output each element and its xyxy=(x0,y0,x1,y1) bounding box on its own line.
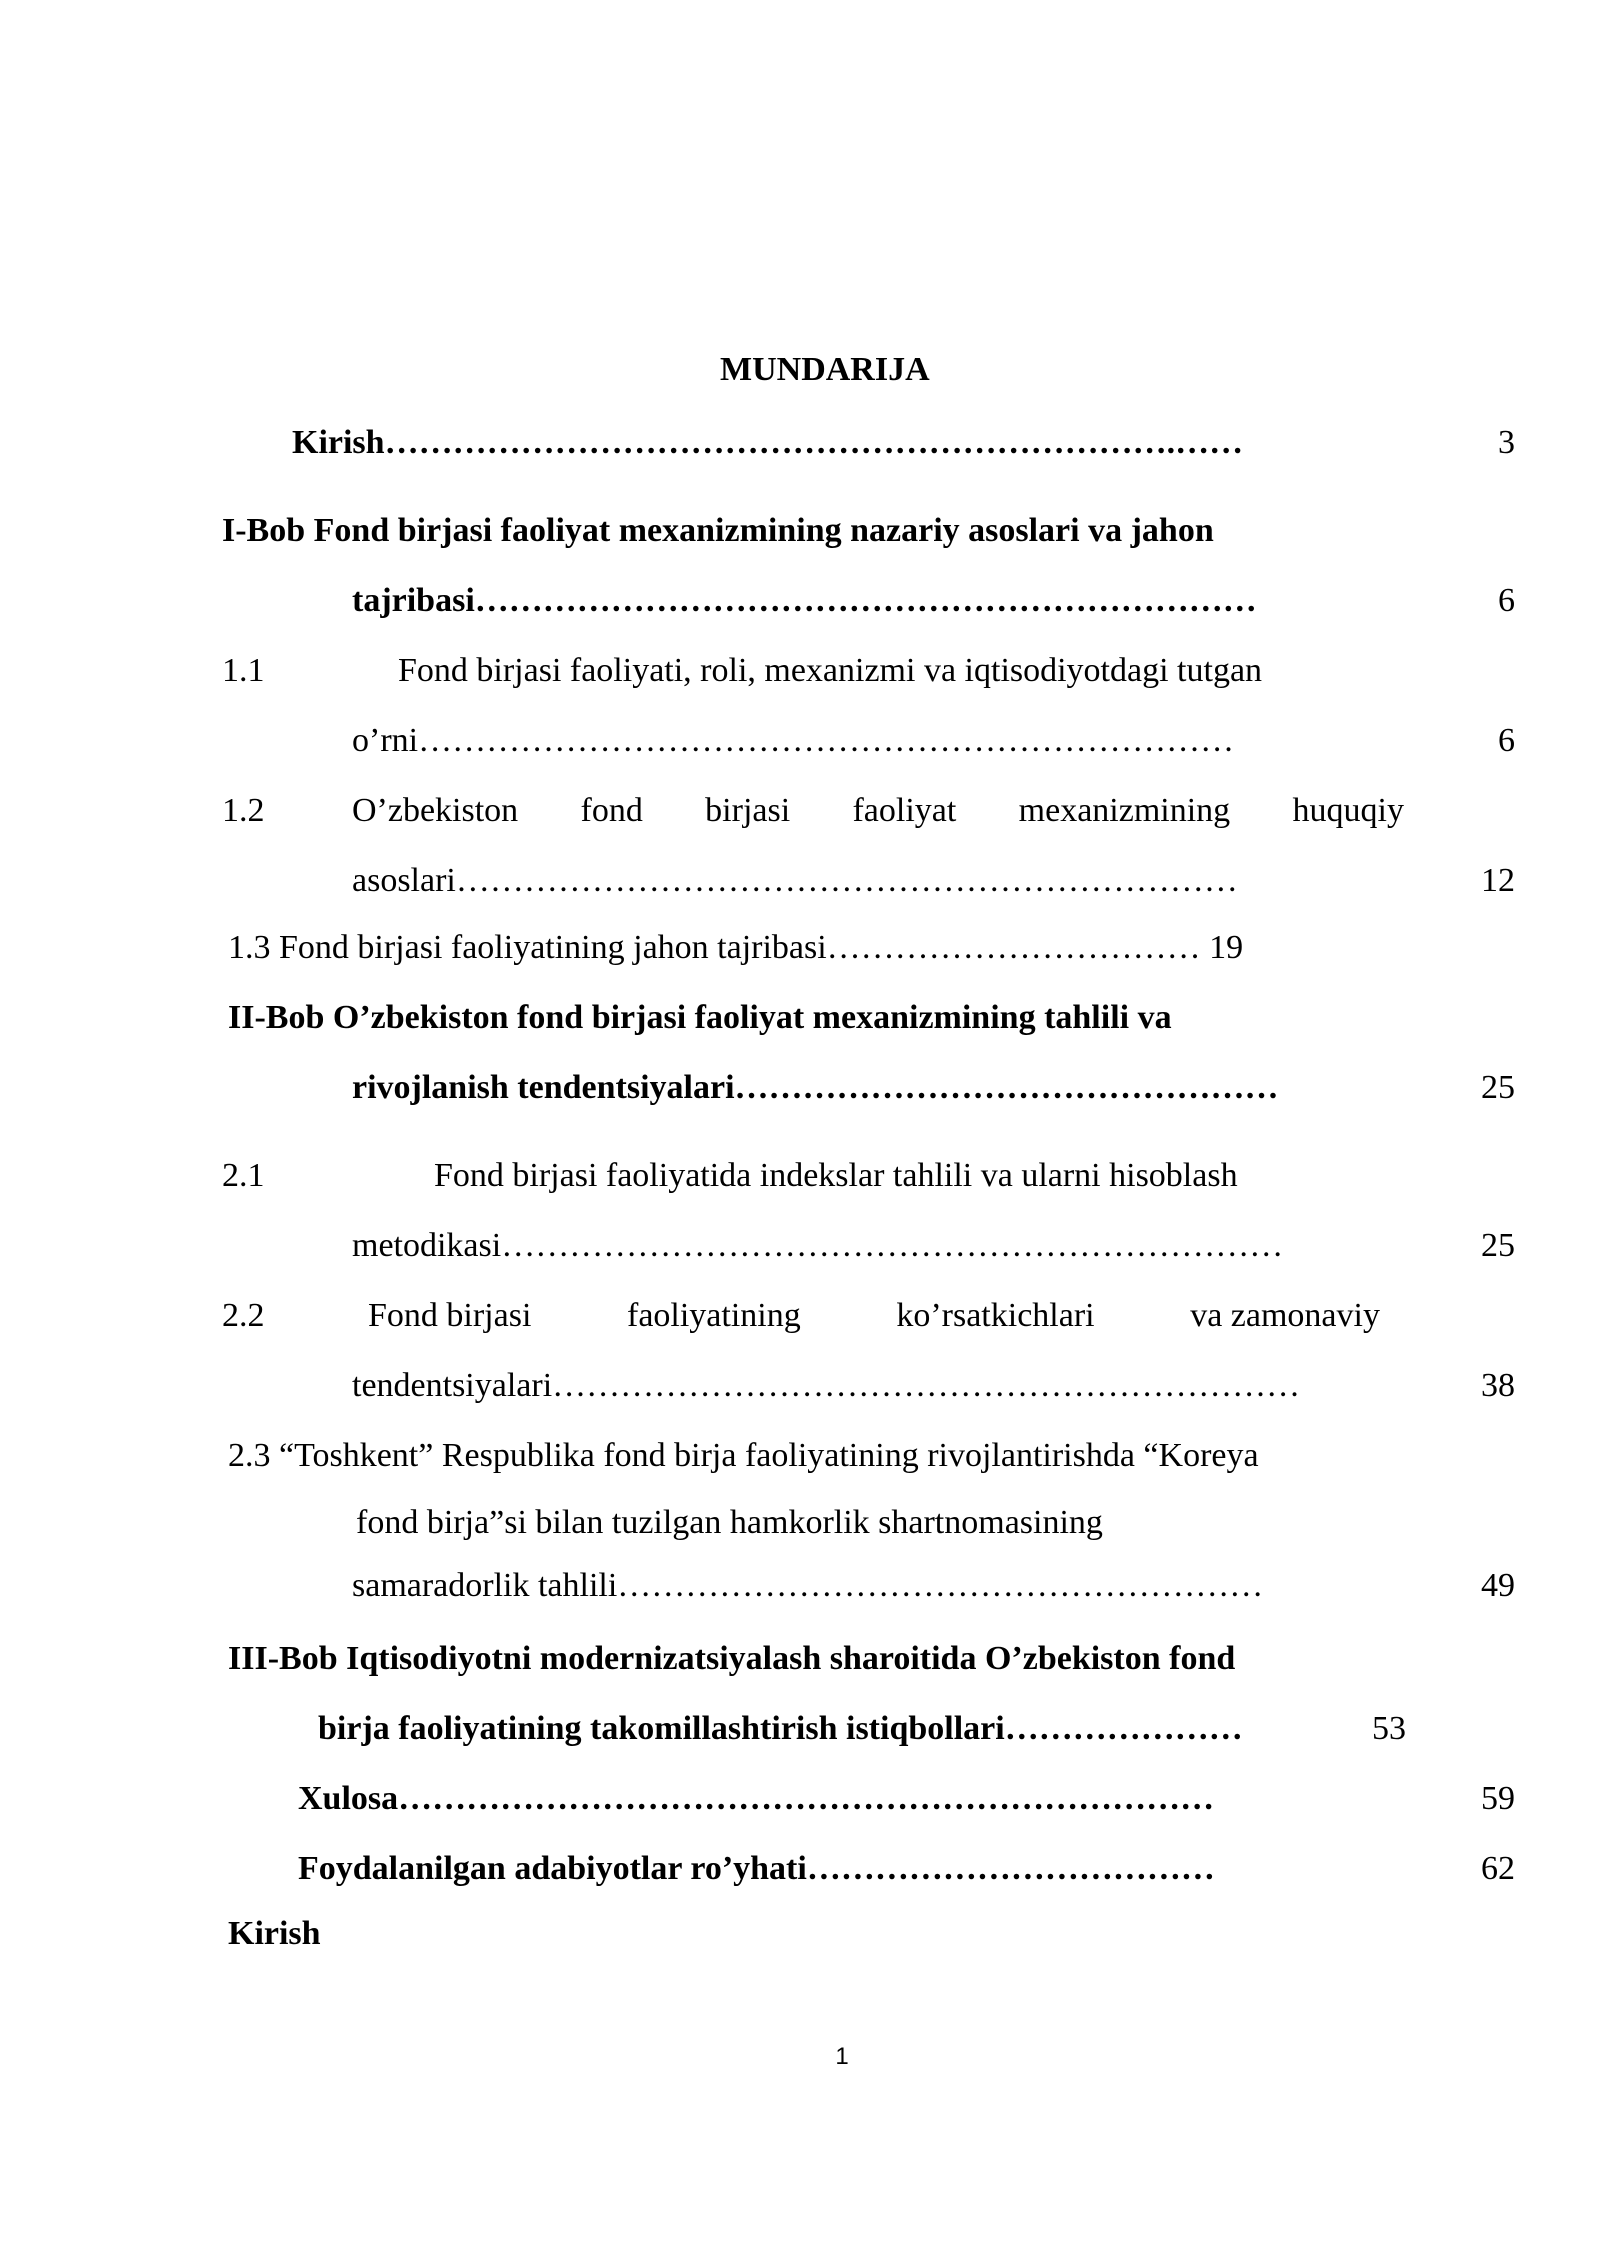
page-title: MUNDARIJA xyxy=(720,351,930,388)
toc-s23-line3: samaradorlik tahlili………………………………………………… xyxy=(352,1567,1264,1604)
toc-s22-word: faoliyatining xyxy=(627,1297,801,1334)
toc-bob2-line1: II-Bob O’zbekiston fond birjasi faoliyat mexanizmining tahlili va xyxy=(228,999,1172,1036)
toc-bob1-line2: tajribasi…………………………………………………………… xyxy=(352,582,1257,619)
toc-s12-word: mexanizmining xyxy=(1018,792,1231,829)
toc-s21-line2: metodikasi…………………………………………………………… xyxy=(352,1227,1284,1264)
toc-bob2-line2: rivojlanish tendentsiyalari………………………………………… xyxy=(352,1069,1279,1106)
toc-s22-word: Fond birjasi xyxy=(368,1297,532,1334)
toc-s22-page: 38 xyxy=(1481,1367,1515,1404)
toc-s21-line1: Fond birjasi faoliyatida indekslar tahlili va ularni hisoblash xyxy=(434,1157,1238,1194)
toc-s11-number: 1.1 xyxy=(222,652,265,689)
toc-s21-number: 2.1 xyxy=(222,1157,265,1194)
toc-s23-page: 49 xyxy=(1481,1567,1515,1604)
toc-s22-line1 xyxy=(368,1296,1380,1336)
toc-s12-word: fond xyxy=(580,792,643,829)
toc-bob3-line1: III-Bob Iqtisodiyotni modernizatsiyalash sharoitida O’zbekiston fond xyxy=(228,1640,1236,1677)
toc-bob3-page: 53 xyxy=(1372,1710,1406,1747)
toc-references-label: Foydalanilgan adabiyotlar ro’yhati……………………………… xyxy=(298,1850,1215,1887)
toc-s11-page: 6 xyxy=(1498,722,1515,759)
toc-s13-line: 1.3 Fond birjasi faoliyatining jahon tajribasi…………………………… 19 xyxy=(228,929,1244,966)
toc-xulosa-page: 59 xyxy=(1481,1780,1515,1817)
toc-bob2-page: 25 xyxy=(1481,1069,1515,1106)
toc-bob3-line2: birja faoliyatining takomillashtirish istiqbollari………………… xyxy=(318,1710,1243,1747)
toc-s22-number: 2.2 xyxy=(222,1297,265,1334)
toc-s12-word: huquqiy xyxy=(1292,792,1404,829)
toc-s11-line2: o’rni……………………………………………………………… xyxy=(352,722,1235,759)
toc-bob1-page: 6 xyxy=(1498,582,1515,619)
toc-s22-word: va zamonaviy xyxy=(1190,1297,1380,1334)
toc-s23-line1: 2.3 “Toshkent” Respublika fond birja faoliyatining rivojlantirishda “Koreya xyxy=(228,1437,1259,1474)
toc-s21-page: 25 xyxy=(1481,1227,1515,1264)
toc-references-page: 62 xyxy=(1481,1850,1515,1887)
toc-s12-page: 12 xyxy=(1481,862,1515,899)
toc-s12-line2: asoslari…………………………………………………………… xyxy=(352,862,1238,899)
section-heading-kirish: Kirish xyxy=(228,1915,321,1952)
toc-bob1-line1: I-Bob Fond birjasi faoliyat mexanizmining nazariy asoslari va jahon xyxy=(222,512,1214,549)
toc-kirish-page: 3 xyxy=(1498,424,1515,461)
toc-s23-line2: fond birja”si bilan tuzilgan hamkorlik shartnomasining xyxy=(356,1504,1103,1541)
page-number: 1 xyxy=(835,2043,849,2070)
toc-s12-word: faoliyat xyxy=(852,792,957,829)
toc-xulosa-label: Xulosa……………………………………………………………… xyxy=(298,1780,1215,1817)
toc-s22-line2: tendentsiyalari………………………………………………………… xyxy=(352,1367,1301,1404)
toc-kirish-label: Kirish…………………………………………………………….…… xyxy=(292,424,1244,461)
toc-s11-line1: Fond birjasi faoliyati, roli, mexanizmi va iqtisodiyotdagi tutgan xyxy=(398,652,1263,689)
toc-s12-word: O’zbekiston xyxy=(352,792,519,829)
toc-s12-line1 xyxy=(352,791,1404,831)
toc-s12-number: 1.2 xyxy=(222,792,265,829)
toc-s22-word: ko’rsatkichlari xyxy=(896,1297,1095,1334)
toc-s12-word: birjasi xyxy=(705,792,791,829)
